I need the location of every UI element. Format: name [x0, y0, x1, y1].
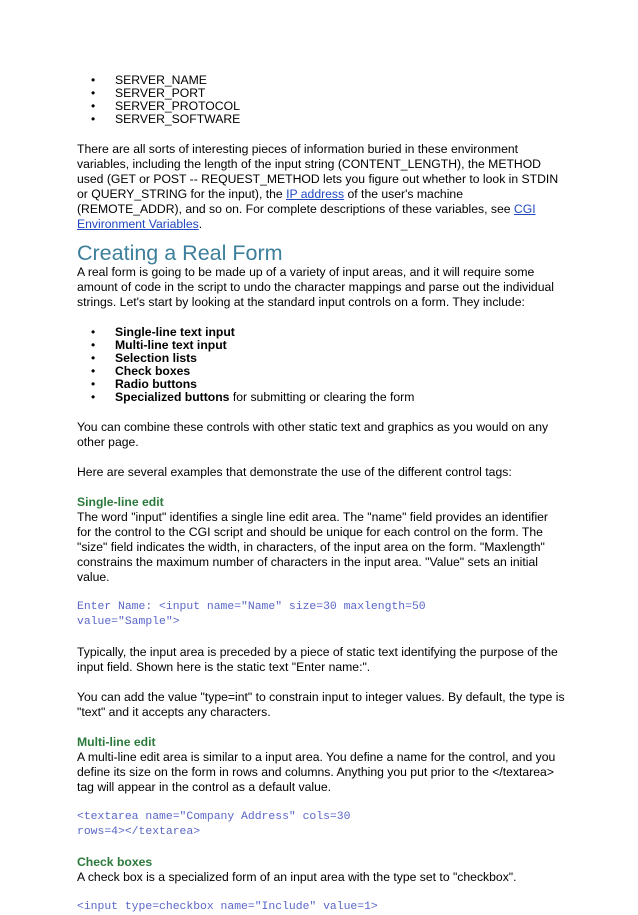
check-boxes-heading: Check boxes — [77, 855, 153, 869]
bullet-icon: • — [91, 390, 96, 404]
section-title: Creating a Real Form — [77, 241, 283, 265]
single-line-code-2: value="Sample"> — [77, 616, 180, 628]
cgi-env-vars-link[interactable]: CGI Environment Variables — [77, 202, 536, 231]
list-item: • SERVER_PROTOCOL — [91, 99, 240, 113]
multi-line-body: A multi-line edit area is similar to a input area. You define a name for the control, and you define its size on the form in rows and columns. Anything you put prior to the </textarea> tag will appear in the control as a default value. — [77, 750, 556, 794]
single-line-body: The word "input" identifies a single line edit area. The "name" field provides an identifier for the control to the CGI script and should be unique for each control on the form. The "size" field indicates the width, in characters, of the input area on the form. "Maxlength" constrains the maximum number of characters in the input area. "Value" sets an initial value. — [77, 510, 548, 584]
document-page — [77, 74, 565, 915]
list-item: • Selection lists — [91, 351, 197, 365]
bullet-icon: • — [91, 86, 96, 100]
list-item: • Radio buttons — [91, 377, 197, 391]
list-item: • SERVER_NAME — [91, 73, 207, 87]
env-var-list — [77, 74, 565, 126]
multi-line-heading: Multi-line edit — [77, 735, 156, 749]
list-item: • Multi-line text input — [91, 338, 227, 352]
bullet-icon: • — [91, 112, 96, 126]
single-line-after-2: You can add the value "type=int" to constrain input to integer values. By default, the type is "text" and it accepts any characters. — [77, 690, 565, 719]
multi-line-code-2: rows=4></textarea> — [77, 826, 201, 838]
bullet-icon: • — [91, 73, 96, 87]
controls-list — [77, 326, 565, 404]
check-boxes-code-1: <input type=checkbox name="Include" value=1> — [77, 901, 378, 913]
examples-intro: Here are several examples that demonstrate the use of the different control tags: — [77, 465, 512, 479]
check-boxes-body: A check box is a specialized form of an input area with the type set to "checkbox". — [77, 870, 517, 884]
single-line-heading: Single-line edit — [77, 495, 164, 509]
combine-paragraph: You can combine these controls with other static text and graphics as you would on any other page. — [77, 420, 549, 449]
bullet-icon: • — [91, 351, 96, 365]
multi-line-code-1: <textarea name="Company Address" cols=30 — [77, 811, 351, 823]
list-item: • SERVER_SOFTWARE — [91, 112, 241, 126]
bullet-icon: • — [91, 377, 96, 391]
section-intro: A real form is going to be made up of a variety of input areas, and it will require some amount of code in the script to undo the character mappings and parse out the individual strings. Let's start by looking at the standard input controls on a form. They include: — [77, 265, 554, 309]
list-item: • Specialized buttons for submitting or clearing the form — [91, 390, 415, 404]
intro-paragraph: There are all sorts of interesting pieces of information buried in these environment variables, including the length of the input string (CONTENT_LENGTH), the METHOD used (GET or POST -- REQUEST_METHOD lets you figure out whether to look in STDIN or QUERY_STRING for the input), the IP address of the user's machine (REMOTE_ADDR), and so on. For complete descriptions of these variables, see CGI Environment Variables. — [77, 142, 559, 231]
list-item: • Single-line text input — [91, 325, 235, 339]
list-item: • Check boxes — [91, 364, 191, 378]
single-line-after-1: Typically, the input area is preceded by a piece of static text identifying the purpose of the input field. Shown here is the static text "Enter name:". — [77, 645, 558, 674]
single-line-code-1: Enter Name: <input name="Name" size=30 maxlength=50 — [77, 601, 426, 613]
bullet-icon: • — [91, 99, 96, 113]
list-item: • SERVER_PORT — [91, 86, 206, 100]
bullet-icon: • — [91, 338, 96, 352]
bullet-icon: • — [91, 325, 96, 339]
bullet-icon: • — [91, 364, 96, 378]
ip-address-link[interactable]: IP address — [286, 187, 345, 201]
